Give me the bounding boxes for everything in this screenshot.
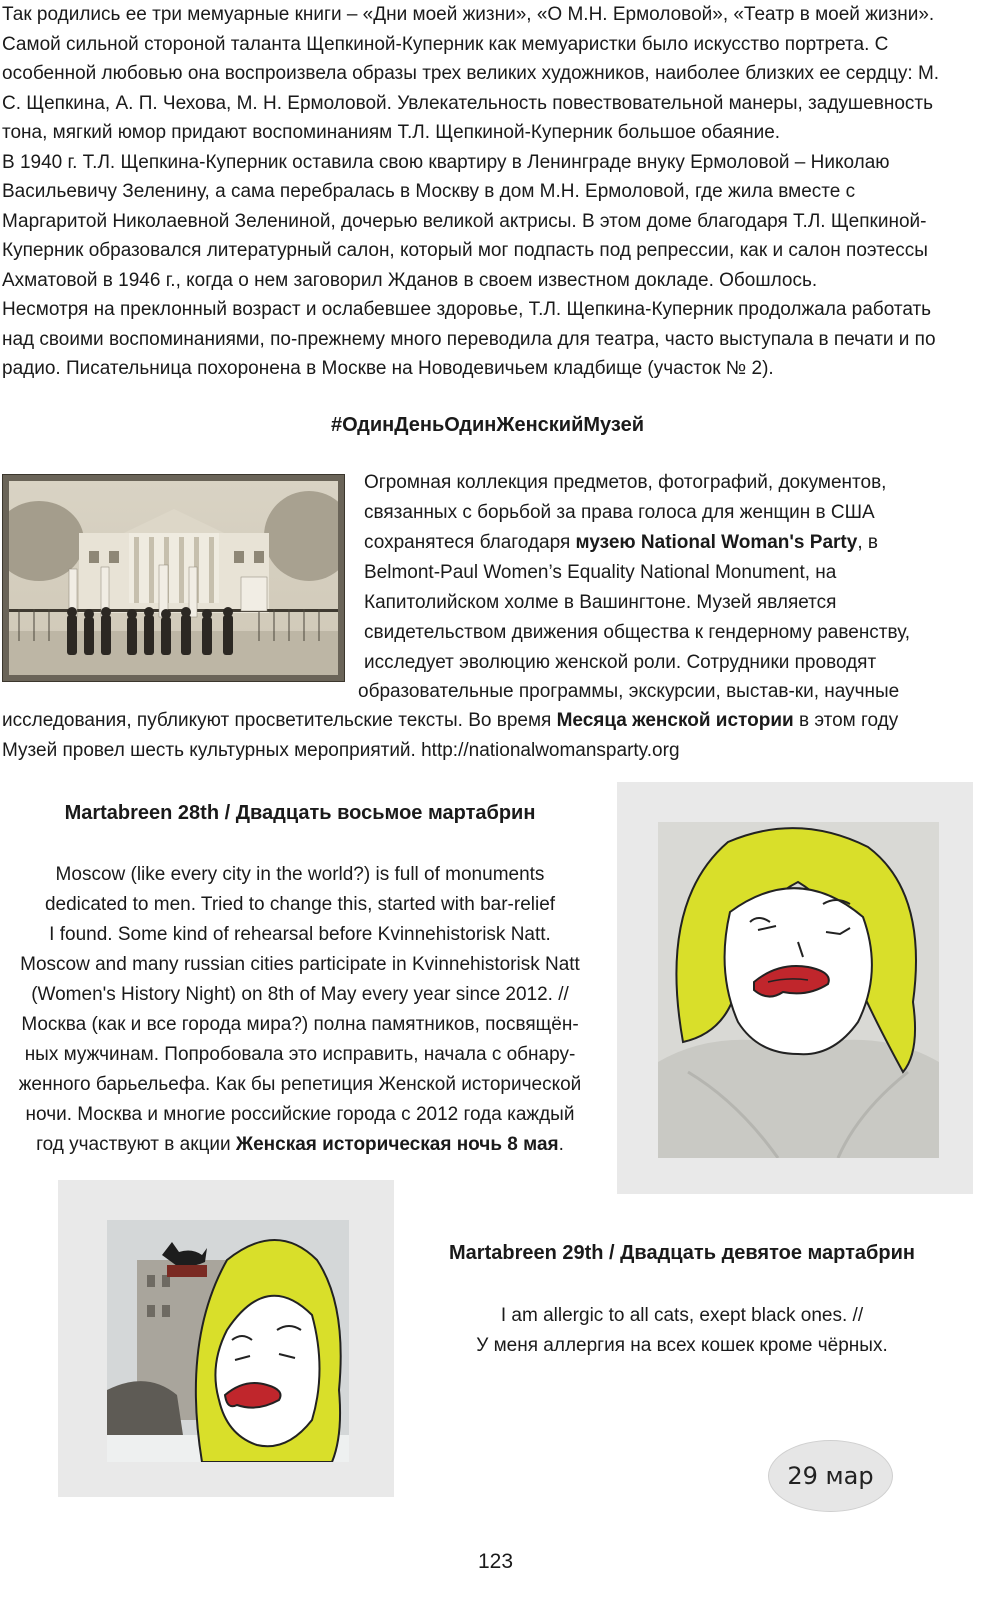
post28-line: (Women's History Night) on 8th of May every year since 2012. // bbox=[31, 984, 569, 1005]
post28-line: Moscow and many russian cities participate in Kvinnehistorisk Natt bbox=[20, 954, 580, 975]
intro-line: Васильевичу Зеленину, а сама перебралась в Москву в дом М.Н. Ермоловой, где жила вместе с bbox=[2, 181, 856, 202]
intro-text bbox=[2, 0, 987, 384]
museum-line bbox=[2, 706, 898, 736]
museum-line: образовательные программы, экскурсии, выстав-ки, научные bbox=[358, 681, 900, 702]
museum-line: исследует эволюцию женской роли. Сотрудники проводят bbox=[364, 652, 877, 673]
post28-line: женного барьельефа. Как бы репетиция Женской исторической bbox=[18, 1074, 582, 1095]
museum-text: в этом году bbox=[793, 710, 899, 731]
post28-line: ных мужчинам. Попробовала это исправить, начала с обнару- bbox=[24, 1044, 576, 1065]
post28-text: год участвуют в акции bbox=[36, 1134, 236, 1155]
post28-body bbox=[0, 860, 600, 1160]
museum-hashtag: #ОдинДеньОдинЖенскийМузей bbox=[331, 414, 644, 436]
museum-line: свидетельством движения общества к гендерному равенству, bbox=[364, 622, 911, 643]
intro-line: Самой сильной стороной таланта Щепкиной-Куперник как мемуаристки было искусство портрета. С bbox=[2, 33, 889, 55]
post28-line bbox=[0, 1130, 600, 1160]
post28-text: . bbox=[558, 1134, 564, 1155]
museum-name: музею National Woman's Party bbox=[575, 532, 858, 553]
museum-line: Капитолийском холме в Вашингтоне. Музей является bbox=[364, 592, 837, 613]
museum-text: , в bbox=[857, 532, 878, 553]
post28-line: ночи. Москва и многие российские города с 2012 года каждый bbox=[25, 1104, 575, 1125]
intro-line: Куперник образовался литературный салон, который мог подпасть под репрессии, как и салон поэтессы bbox=[2, 240, 928, 261]
museum-line: Огромная коллекция предметов, фотографий, документов, bbox=[364, 472, 887, 493]
date-badge: 29 мар bbox=[768, 1440, 893, 1512]
intro-line: С. Щепкина, А. П. Чехова, М. Н. Ермоловой. Увлекательность повествовательной манеры, задушевность bbox=[2, 92, 933, 114]
intro-line: радио. Писательница похоронена в Москве на Новодевичьем кладбище (участок № 2). bbox=[2, 358, 774, 379]
post28-line: Москва (как и все города мира?) полна памятников, посвящён- bbox=[21, 1014, 579, 1035]
intro-line: тона, мягкий юмор придают воспоминаниям Т.Л. Щепкиной-Куперник большое обаяние. bbox=[2, 122, 781, 143]
bas-relief-wig-photo bbox=[658, 822, 939, 1158]
intro-line: Маргаритой Николаевной Зелениной, дочерью великой актрисы. В этом доме благодаря Т.Л. Щепкиной- bbox=[2, 210, 927, 232]
post29-line: У меня аллергия на всех кошек кроме чёрных. bbox=[476, 1335, 888, 1356]
museum-text: сохранятеся благодаря bbox=[364, 532, 576, 553]
museum-line: Музей провел шесть культурных мероприятий. http://nationalwomansparty.org bbox=[2, 740, 680, 761]
intro-line: особенной любовью она воспроизвела образы трех великих художников, наиболее близких ее сердцу: М. bbox=[2, 63, 940, 84]
intro-line: Так родились ее три мемуарные книги – «Дни моей жизни», «О М.Н. Ермоловой», «Театр в моей жизни». bbox=[2, 4, 935, 25]
womens-history-night: Женская историческая ночь 8 мая bbox=[235, 1134, 559, 1155]
intro-line: Несмотря на преклонный возраст и ослабевшее здоровье, Т.Л. Щепкина-Куперник продолжала работать bbox=[2, 299, 932, 320]
post29-heading: Martabreen 29th / Двадцать девятое мартабрин bbox=[449, 1242, 915, 1264]
post28-line: I found. Some kind of rehearsal before Kvinnehistorisk Natt. bbox=[49, 924, 551, 945]
museum-line: связанных с борьбой за права голоса для женщин в США bbox=[364, 502, 875, 523]
post28-heading: Martabreen 28th / Двадцать восьмое мартабрин bbox=[64, 802, 536, 824]
intro-line: В 1940 г. Т.Л. Щепкина-Куперник оставила свою квартиру в Ленинграде внуку Ермоловой – Николаю bbox=[2, 151, 890, 173]
suffragette-photo bbox=[2, 474, 345, 682]
womens-history-month: Месяца женской истории bbox=[556, 710, 794, 731]
intro-line: над своими воспоминаниями, по-прежнему много переводила для театра, часто выступала в печати и по bbox=[2, 328, 936, 350]
cat-sculpture-wig-photo bbox=[107, 1220, 349, 1462]
intro-line: Ахматовой в 1946 г., когда о нем заговорил Жданов в своем известном докладе. Обошлось. bbox=[2, 269, 818, 291]
post28-line: dedicated to men. Tried to change this, started with bar-relief bbox=[44, 894, 556, 915]
museum-line: Belmont-Paul Women’s Equality National Monument, на bbox=[364, 562, 837, 583]
post29-line: I am allergic to all cats, exept black ones. // bbox=[500, 1305, 864, 1326]
page-number: 123 bbox=[477, 1550, 514, 1573]
post28-line: Moscow (like every city in the world?) is full of monuments bbox=[55, 864, 545, 885]
museum-text: исследования, публикуют просветительские тексты. Во время bbox=[2, 710, 557, 731]
museum-line bbox=[364, 528, 878, 558]
